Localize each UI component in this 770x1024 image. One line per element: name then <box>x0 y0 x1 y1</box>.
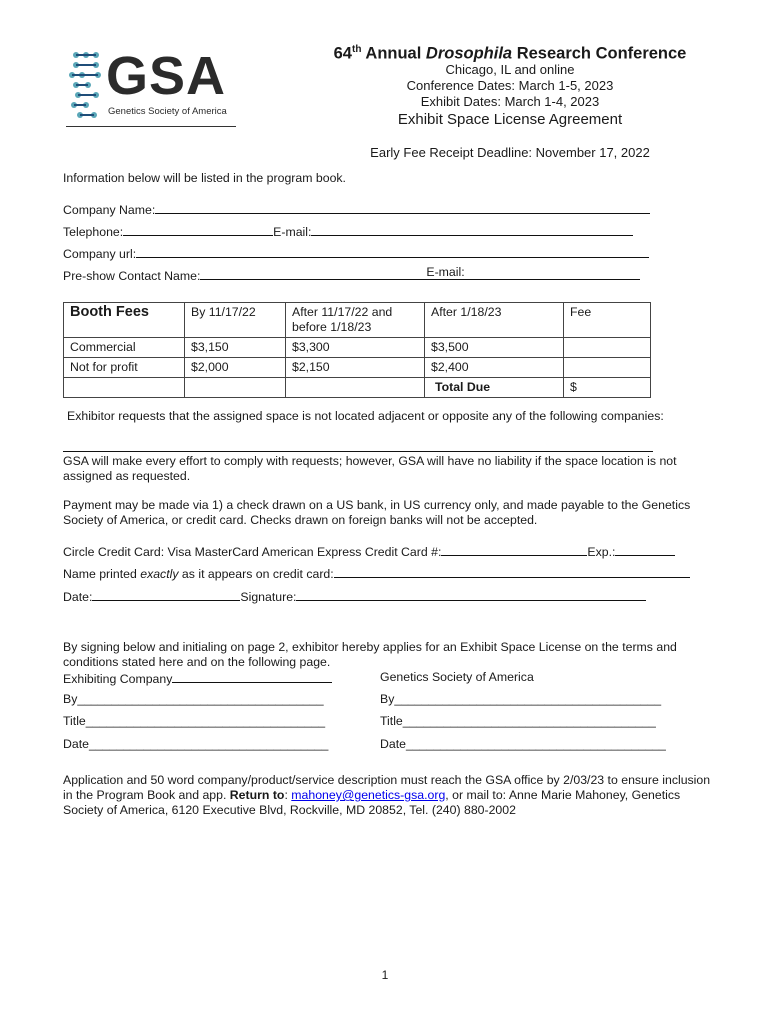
cardholder-name-field[interactable] <box>334 565 690 578</box>
preshow-contact-row: Pre-show Contact Name: E-mail: <box>63 267 663 284</box>
table-cell <box>286 378 425 398</box>
company-url-field[interactable] <box>136 245 649 258</box>
conference-title: 64th Annual Drosophila Research Conference <box>333 44 687 63</box>
telephone-row: Telephone: E-mail: <box>63 223 663 240</box>
total-due-label: Total Due <box>425 378 564 398</box>
table-cell <box>64 378 185 398</box>
program-book-note: Information below will be listed in the program book. <box>63 171 346 185</box>
requests-disclaimer: GSA will make every effort to comply with requests; however, GSA will have no liability if the space location is not assigned as requested. <box>63 454 677 483</box>
table-cell: $2,400 <box>425 358 564 378</box>
gsa-title-field[interactable]: Title_____________________________________ <box>380 714 656 728</box>
adjacency-request-field[interactable] <box>63 451 653 452</box>
exhibiting-company-field[interactable] <box>172 670 332 683</box>
fee-deadline: Early Fee Receipt Deadline: November 17, 2022 <box>370 145 650 160</box>
table-row <box>64 338 651 358</box>
company-url-row: Company url: <box>63 245 663 262</box>
expiration-field[interactable] <box>615 543 675 556</box>
logo-subtitle: Genetics Society of America <box>108 106 227 117</box>
fee-input-cell[interactable] <box>564 338 651 358</box>
credit-card-number-field[interactable] <box>441 543 587 556</box>
table-header-cell: After 11/17/22 and before 1/18/23 <box>286 303 425 338</box>
payment-text: Payment may be made via 1) a check drawn on a US bank, in US currency only, and made payable to the Genetics Society of America, or credit card. Checks drawn on foreign banks will not be accepted. <box>63 498 691 527</box>
table-cell: Commercial <box>64 338 185 358</box>
exhibitor-date-field[interactable]: Date___________________________________ <box>63 737 329 751</box>
exhibitor-by-field[interactable]: By____________________________________ <box>63 692 324 706</box>
conference-dates: Conference Dates: March 1-5, 2023 <box>406 78 614 93</box>
exhibitor-title-field[interactable]: Title___________________________________ <box>63 714 326 728</box>
gsa-date-field[interactable]: Date______________________________________ <box>380 737 666 751</box>
table-cell: Not for profit <box>64 358 185 378</box>
table-row <box>64 303 651 338</box>
date-signature-row: Date: Signature: <box>63 588 713 605</box>
table-header-cell: Booth Fees <box>64 303 185 338</box>
cardholder-name-row: Name printed exactly as it appears on credit card: <box>63 565 713 582</box>
telephone-field[interactable] <box>123 223 273 236</box>
table-header-cell: After 1/18/23 <box>425 303 564 338</box>
table-row <box>64 378 651 398</box>
table-row <box>64 358 651 378</box>
table-cell: $2,150 <box>286 358 425 378</box>
gsa-email-link[interactable]: mahoney@genetics-gsa.org <box>291 788 446 802</box>
agreement-title: Exhibit Space License Agreement <box>397 111 623 128</box>
gsa-logo <box>66 46 236 128</box>
signing-statement: By signing below and initialing on page 2, exhibitor hereby applies for an Exhibit Space License on the terms and conditions stated here and on the following page. <box>63 640 677 669</box>
table-header-cell: Fee <box>564 303 651 338</box>
page-number: 1 <box>381 968 389 982</box>
booth-fee-table <box>63 302 651 398</box>
table-cell: $2,000 <box>185 358 286 378</box>
preshow-contact-field[interactable] <box>200 267 420 280</box>
total-due-field[interactable]: $ <box>564 378 651 398</box>
table-cell <box>185 378 286 398</box>
gsa-by-field[interactable]: By_______________________________________ <box>380 692 662 706</box>
payment-date-field[interactable] <box>92 588 240 601</box>
gsa-signatory-label: Genetics Society of America <box>380 670 534 684</box>
table-cell: $3,150 <box>185 338 286 358</box>
logo-divider <box>66 126 236 127</box>
preshow-email-field[interactable]: E-mail: <box>420 267 640 280</box>
table-cell: $3,500 <box>425 338 564 358</box>
company-name-row: Company Name: <box>63 201 663 218</box>
credit-card-row: Circle Credit Card: Visa MasterCard American Express Credit Card #: Exp.: <box>63 543 713 560</box>
submission-instructions: Application and 50 word company/product/service description must reach the GSA office by 2/03/23 to ensure inclusion in the Program Book and app. Return to: mahoney@genetics-gsa.org, or mail to: Anne Marie Mahoney, Genetics Society of America, 6120 Executive Blvd, Rockville, MD 20852, Tel. (240) 880-2002 <box>63 773 711 817</box>
fee-input-cell[interactable] <box>564 358 651 378</box>
payment-signature-field[interactable] <box>296 588 646 601</box>
exhibiting-company-row: Exhibiting Company <box>63 670 332 687</box>
table-header-cell: By 11/17/22 <box>185 303 286 338</box>
exhibit-dates: Exhibit Dates: March 1-4, 2023 <box>420 94 600 109</box>
conference-location: Chicago, IL and online <box>445 62 575 77</box>
table-cell: $3,300 <box>286 338 425 358</box>
logo-acronym: GSA <box>106 46 227 106</box>
adjacency-request-text: Exhibitor requests that the assigned space is not located adjacent or opposite any of the following companies: <box>67 409 664 423</box>
email-field[interactable] <box>311 223 633 236</box>
company-name-field[interactable] <box>155 201 650 214</box>
